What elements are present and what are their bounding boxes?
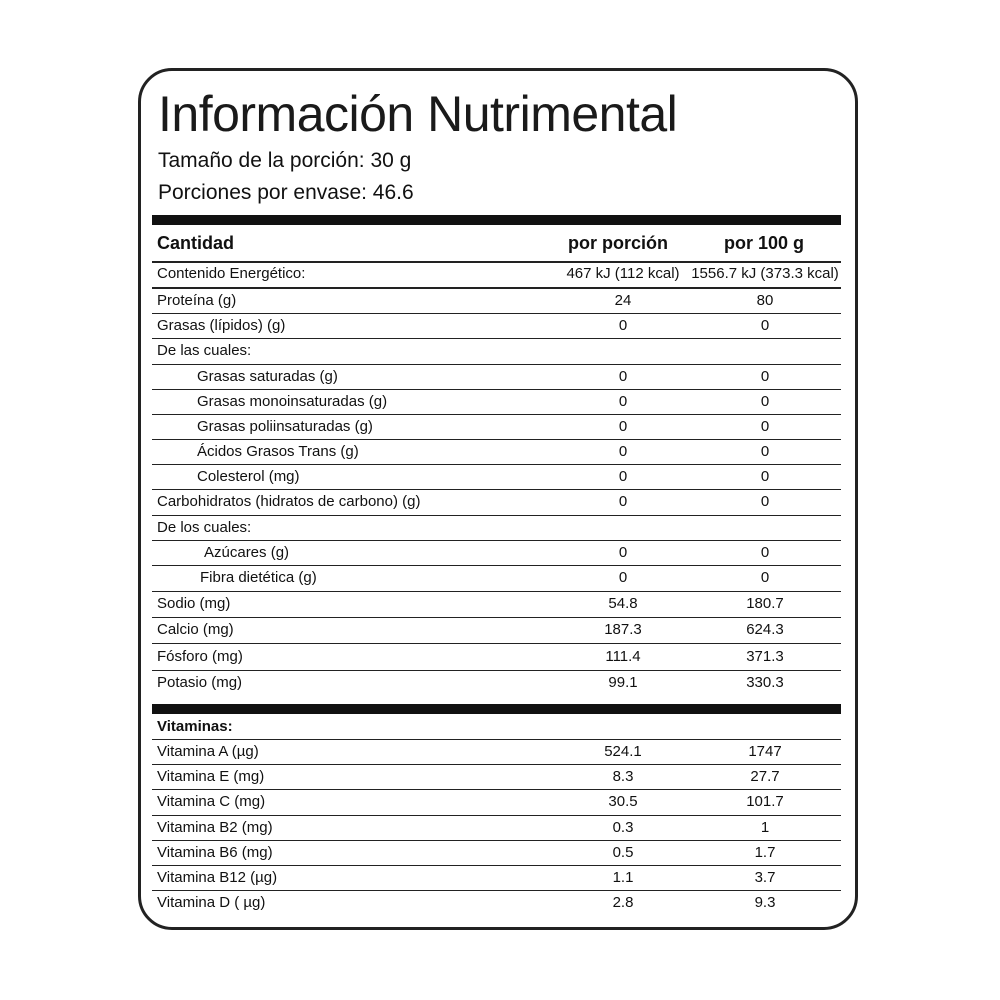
row-label: Grasas saturadas (g)	[197, 368, 338, 385]
table-row	[152, 390, 841, 414]
row-label: De los cuales:	[157, 519, 252, 536]
row-per-100g: 0	[760, 443, 770, 460]
top-thick-rule	[152, 215, 841, 225]
row-label: Azúcares (g)	[204, 544, 290, 561]
vitamin-per-100g: 9.3	[754, 894, 776, 911]
vitamin-per-serving: 8.3	[612, 768, 634, 785]
vitamin-per-serving: 524.1	[604, 743, 642, 760]
row-per-100g: 0	[760, 418, 770, 435]
row-per-serving: 111.4	[605, 648, 641, 665]
row-label: Grasas monoinsaturadas (g)	[197, 393, 388, 410]
row-label: Contenido Energético:	[157, 265, 306, 282]
label-title: Información Nutrimental	[158, 86, 678, 142]
row-per-serving: 467 kJ (112 kcal)	[566, 265, 680, 282]
row-label: Colesterol (mg)	[197, 468, 300, 485]
row-per-100g: 0	[760, 569, 770, 586]
row-per-serving: 0	[618, 317, 628, 334]
row-per-serving: 24	[614, 292, 632, 309]
vitamin-label: Vitamina D ( µg)	[157, 894, 266, 911]
row-per-100g: 0	[760, 468, 770, 485]
servings-per-container: Porciones por envase: 46.6	[158, 181, 414, 204]
table-row	[152, 490, 841, 514]
row-per-100g: 0	[760, 393, 770, 410]
row-per-serving: 0	[618, 443, 628, 460]
vitamin-row	[152, 790, 841, 814]
column-header-quantity: Cantidad	[157, 233, 235, 253]
row-label: Fósforo (mg)	[157, 648, 243, 665]
row-per-serving: 0	[618, 393, 628, 410]
vitamin-per-serving: 30.5	[608, 793, 638, 810]
row-label: Grasas (lípidos) (g)	[157, 317, 286, 334]
vitamin-per-100g: 1	[760, 819, 770, 836]
table-row	[152, 645, 841, 669]
table-row	[152, 566, 841, 590]
vitamin-label: Vitamina E (mg)	[157, 768, 265, 785]
row-divider	[152, 643, 841, 644]
row-label: Proteína (g)	[157, 292, 237, 309]
vitamin-label: Vitamina B6 (mg)	[157, 844, 273, 861]
vitamin-per-serving: 0.3	[612, 819, 634, 836]
table-row	[152, 262, 841, 286]
vitamin-per-100g: 101.7	[746, 793, 784, 810]
table-row	[152, 592, 841, 616]
row-per-100g: 180.7	[746, 595, 784, 612]
row-label: Grasas poliinsaturadas (g)	[197, 418, 373, 435]
row-label: Ácidos Grasos Trans (g)	[197, 443, 359, 460]
row-per-serving: 0	[618, 368, 628, 385]
row-label: Fibra dietética (g)	[200, 569, 317, 586]
vitamin-row	[152, 740, 841, 764]
vitamin-row	[152, 841, 841, 865]
row-per-serving: 99.1	[608, 674, 638, 691]
table-row	[152, 618, 841, 642]
row-per-100g: 624.3	[746, 621, 784, 638]
vitamin-per-100g: 27.7	[750, 768, 780, 785]
vitamin-row	[152, 765, 841, 789]
row-per-100g: 0	[760, 317, 770, 334]
row-per-100g: 0	[760, 544, 770, 561]
vitamin-label: Vitamina B2 (mg)	[157, 819, 273, 836]
vitamin-label: Vitamina C (mg)	[157, 793, 266, 810]
column-header-per-serving: por porción	[568, 233, 668, 253]
vitamin-row	[152, 816, 841, 840]
row-per-serving: 0	[618, 468, 628, 485]
row-per-100g: 1556.7 kJ (373.3 kcal)	[691, 265, 839, 282]
vitamin-per-100g: 3.7	[754, 869, 776, 886]
row-per-serving: 0	[618, 418, 628, 435]
row-per-100g: 0	[760, 368, 770, 385]
table-row	[152, 516, 841, 540]
vitamin-row	[152, 866, 841, 890]
row-per-serving: 0	[618, 569, 628, 586]
table-row	[152, 671, 841, 695]
vitamin-per-serving: 1.1	[612, 869, 634, 886]
vitamin-per-100g: 1.7	[754, 844, 776, 861]
row-label: Sodio (mg)	[157, 595, 231, 612]
row-per-100g: 80	[756, 292, 774, 309]
row-label: Potasio (mg)	[157, 674, 243, 691]
table-row	[152, 465, 841, 489]
column-header-per-100g: por 100 g	[723, 233, 805, 253]
row-per-100g: 371.3	[746, 648, 784, 665]
row-label: Carbohidratos (hidratos de carbono) (g)	[157, 493, 421, 510]
table-row	[152, 339, 841, 363]
row-per-serving: 0	[618, 544, 628, 561]
row-label: Calcio (mg)	[157, 621, 234, 638]
vitamins-thick-rule	[152, 704, 841, 714]
vitamins-header: Vitaminas:	[157, 718, 233, 735]
row-per-serving: 0	[618, 493, 628, 510]
row-per-100g: 0	[760, 493, 770, 510]
row-per-serving: 187.3	[604, 621, 642, 638]
vitamin-label: Vitamina A (µg)	[157, 743, 259, 760]
vitamin-per-serving: 0.5	[612, 844, 634, 861]
vitamin-per-serving: 2.8	[612, 894, 634, 911]
serving-size: Tamaño de la porción: 30 g	[158, 149, 412, 172]
table-row	[152, 289, 841, 313]
row-per-serving: 54.8	[608, 595, 638, 612]
row-per-100g: 330.3	[746, 674, 784, 691]
table-row	[152, 365, 841, 389]
vitamin-row	[152, 891, 841, 915]
table-row	[152, 440, 841, 464]
table-row	[152, 541, 841, 565]
vitamin-label: Vitamina B12 (µg)	[157, 869, 278, 886]
table-row	[152, 415, 841, 439]
table-row	[152, 314, 841, 338]
row-label: De las cuales:	[157, 342, 252, 359]
vitamin-per-100g: 1747	[748, 743, 782, 760]
